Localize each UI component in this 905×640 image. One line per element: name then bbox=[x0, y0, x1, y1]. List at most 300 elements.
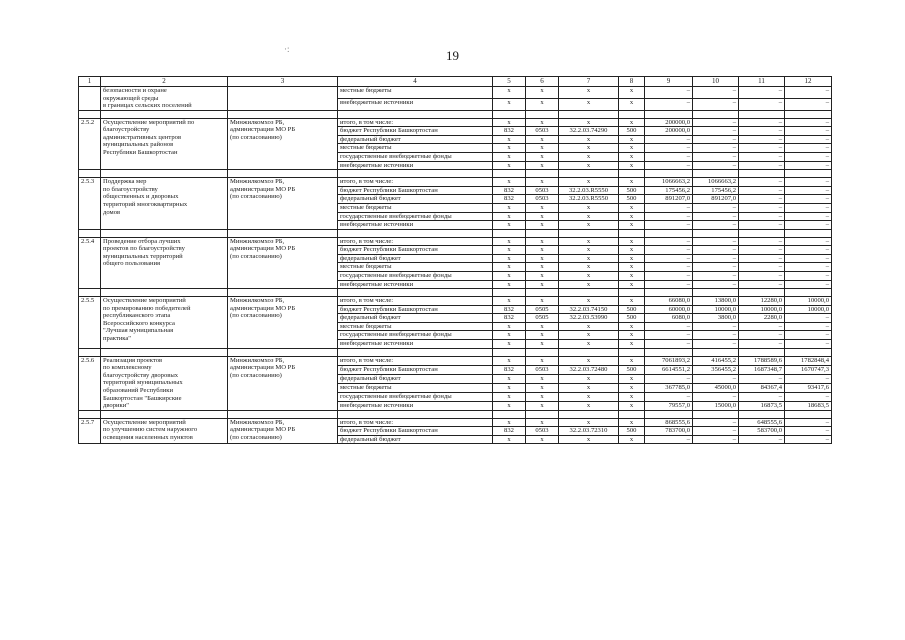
amount-cell: – bbox=[645, 221, 693, 230]
amount-cell: – bbox=[739, 135, 785, 144]
amount-cell: – bbox=[785, 374, 832, 383]
amount-cell: 93417,6 bbox=[785, 383, 832, 392]
source-cell: федеральный бюджет bbox=[338, 254, 493, 263]
amount-cell: – bbox=[645, 280, 693, 289]
cell-line: администрации МО РБ bbox=[230, 304, 296, 312]
code-cell: x bbox=[526, 401, 559, 410]
amount-cell: – bbox=[645, 254, 693, 263]
header-cell: 3 bbox=[228, 77, 338, 87]
section-number: 2.5.3 bbox=[79, 178, 101, 229]
amount-cell: – bbox=[785, 254, 832, 263]
code-cell: x bbox=[619, 297, 645, 306]
spacer-cell bbox=[526, 110, 559, 118]
amount-cell: 2280,0 bbox=[739, 314, 785, 323]
code-cell: x bbox=[493, 178, 526, 187]
amount-cell: – bbox=[693, 280, 739, 289]
spacer-cell bbox=[101, 170, 228, 178]
spacer-cell bbox=[228, 410, 338, 418]
spacer-cell bbox=[645, 348, 693, 356]
spacer-cell bbox=[493, 110, 526, 118]
amount-cell: 13800,0 bbox=[693, 297, 739, 306]
code-cell: 500 bbox=[619, 127, 645, 136]
code-cell: x bbox=[619, 280, 645, 289]
amount-cell: – bbox=[785, 418, 832, 427]
spacer-cell bbox=[493, 289, 526, 297]
amount-cell: – bbox=[645, 98, 693, 110]
source-cell: местные бюджеты bbox=[338, 383, 493, 392]
amount-cell: 416455,2 bbox=[693, 356, 739, 365]
amount-cell: – bbox=[645, 322, 693, 331]
source-cell: местные бюджеты bbox=[338, 203, 493, 212]
section-number: 2.5.2 bbox=[79, 118, 101, 169]
amount-cell: 1066663,2 bbox=[645, 178, 693, 187]
spacer-row bbox=[79, 410, 832, 418]
code-cell: 32.2.03.R5550 bbox=[559, 195, 619, 204]
spacer-cell bbox=[739, 229, 785, 237]
amount-cell: – bbox=[785, 195, 832, 204]
header-cell: 4 bbox=[338, 77, 493, 87]
source-cell: внебюджетные источники bbox=[338, 98, 493, 110]
amount-cell: 79557,0 bbox=[645, 401, 693, 410]
cell-line: в границах сельских поселений bbox=[103, 102, 192, 110]
spacer-cell bbox=[619, 410, 645, 418]
section-number: 2.5.6 bbox=[79, 356, 101, 410]
code-cell: x bbox=[493, 221, 526, 230]
code-cell: 0505 bbox=[526, 314, 559, 323]
spacer-cell bbox=[559, 289, 619, 297]
code-cell: 32.2.03.74150 bbox=[559, 305, 619, 314]
spacer-cell bbox=[785, 348, 832, 356]
code-cell: 0505 bbox=[526, 305, 559, 314]
table-row bbox=[79, 297, 832, 306]
code-cell: x bbox=[559, 297, 619, 306]
cell-line: общественных и дворовых bbox=[103, 193, 179, 201]
code-cell: 832 bbox=[493, 195, 526, 204]
code-cell: x bbox=[619, 340, 645, 349]
amount-cell: – bbox=[739, 322, 785, 331]
cell-line: безопасности и охране bbox=[103, 87, 167, 94]
source-cell: внебюджетные источники bbox=[338, 340, 493, 349]
cell-line: Республики Башкортостан bbox=[103, 149, 178, 157]
amount-cell: 891207,0 bbox=[645, 195, 693, 204]
amount-cell: 367785,0 bbox=[645, 383, 693, 392]
code-cell: x bbox=[526, 374, 559, 383]
activity-cell bbox=[101, 356, 228, 410]
amount-cell: – bbox=[739, 178, 785, 187]
spacer-cell bbox=[338, 348, 493, 356]
amount-cell: – bbox=[785, 427, 832, 436]
cell-line: (по согласованию) bbox=[230, 371, 282, 379]
source-cell: внебюджетные источники bbox=[338, 280, 493, 289]
section-number: 2.5.7 bbox=[79, 418, 101, 444]
header-cell: 2 bbox=[101, 77, 228, 87]
code-cell: x bbox=[526, 98, 559, 110]
code-cell: x bbox=[559, 418, 619, 427]
code-cell: x bbox=[493, 98, 526, 110]
amount-cell: 1782848,4 bbox=[785, 356, 832, 365]
code-cell: x bbox=[619, 263, 645, 272]
spacer-cell bbox=[338, 289, 493, 297]
amount-cell: – bbox=[785, 161, 832, 170]
code-cell: x bbox=[619, 271, 645, 280]
code-cell: x bbox=[526, 203, 559, 212]
amount-cell: – bbox=[785, 212, 832, 221]
table-row bbox=[79, 178, 832, 187]
executor-cell bbox=[228, 237, 338, 288]
amount-cell: 1066663,2 bbox=[693, 178, 739, 187]
spacer-cell bbox=[619, 110, 645, 118]
table-body bbox=[79, 77, 832, 444]
source-cell: бюджет Республики Башкортостан bbox=[338, 427, 493, 436]
cell-line: по комплексному bbox=[103, 364, 152, 372]
cell-line: республиканского этапа bbox=[103, 312, 171, 320]
code-cell: x bbox=[559, 135, 619, 144]
amount-cell: 15000,0 bbox=[693, 401, 739, 410]
code-cell: 832 bbox=[493, 365, 526, 374]
code-cell: 832 bbox=[493, 127, 526, 136]
code-cell: x bbox=[559, 98, 619, 110]
cell-line: благоустройству дворовых bbox=[103, 371, 179, 379]
spacer-cell bbox=[101, 229, 228, 237]
code-cell: 32.2.03.74290 bbox=[559, 127, 619, 136]
cell-line: окружающей среды bbox=[103, 94, 159, 102]
spacer-cell bbox=[559, 410, 619, 418]
code-cell: x bbox=[619, 237, 645, 246]
code-cell: x bbox=[526, 271, 559, 280]
amount-cell: – bbox=[645, 144, 693, 153]
amount-cell: – bbox=[645, 161, 693, 170]
source-cell: бюджет Республики Башкортостан bbox=[338, 246, 493, 255]
code-cell: x bbox=[493, 153, 526, 162]
amount-cell: – bbox=[739, 127, 785, 136]
amount-cell: – bbox=[693, 118, 739, 127]
header-row bbox=[79, 77, 832, 87]
amount-cell: – bbox=[693, 418, 739, 427]
activity-cell bbox=[101, 87, 228, 111]
table-row bbox=[79, 118, 832, 127]
amount-cell: – bbox=[645, 340, 693, 349]
spacer-cell bbox=[79, 170, 101, 178]
header-cell: 7 bbox=[559, 77, 619, 87]
amount-cell: – bbox=[785, 314, 832, 323]
amount-cell: 10000,0 bbox=[693, 305, 739, 314]
amount-cell: – bbox=[693, 246, 739, 255]
source-cell: государственные внебюджетные фонды bbox=[338, 331, 493, 340]
spacer-cell bbox=[101, 289, 228, 297]
cell-line: администрации МО РБ bbox=[230, 126, 296, 134]
code-cell: x bbox=[526, 322, 559, 331]
code-cell: x bbox=[559, 280, 619, 289]
source-cell: бюджет Республики Башкортостан bbox=[338, 305, 493, 314]
source-cell: итого, в том числе: bbox=[338, 418, 493, 427]
cell-line: Минжилкомхоз РБ, bbox=[230, 297, 285, 305]
spacer-cell bbox=[559, 170, 619, 178]
amount-cell: – bbox=[645, 153, 693, 162]
source-cell: бюджет Республики Башкортостан bbox=[338, 186, 493, 195]
code-cell: x bbox=[493, 237, 526, 246]
amount-cell: 175456,2 bbox=[693, 186, 739, 195]
header-cell: 9 bbox=[645, 77, 693, 87]
code-cell: x bbox=[559, 331, 619, 340]
spacer-cell bbox=[526, 229, 559, 237]
amount-cell: 66080,0 bbox=[645, 297, 693, 306]
amount-cell: – bbox=[785, 237, 832, 246]
table-row bbox=[79, 356, 832, 365]
table-row bbox=[79, 237, 832, 246]
code-cell: x bbox=[619, 331, 645, 340]
spacer-cell bbox=[526, 348, 559, 356]
code-cell: 32.2.03.72480 bbox=[559, 365, 619, 374]
amount-cell: – bbox=[785, 340, 832, 349]
amount-cell: – bbox=[739, 186, 785, 195]
header-cell: 1 bbox=[79, 77, 101, 87]
code-cell: x bbox=[619, 254, 645, 263]
cell-line: по улучшению систем наружного bbox=[103, 426, 198, 434]
spacer-cell bbox=[645, 289, 693, 297]
cell-line: администрации МО РБ bbox=[230, 426, 296, 434]
code-cell: x bbox=[619, 392, 645, 401]
code-cell: x bbox=[559, 153, 619, 162]
page-number: 19 bbox=[446, 48, 459, 63]
source-cell: итого, в том числе: bbox=[338, 178, 493, 187]
spacer-row bbox=[79, 348, 832, 356]
code-cell: x bbox=[526, 263, 559, 272]
spacer-cell bbox=[228, 289, 338, 297]
code-cell: x bbox=[619, 118, 645, 127]
code-cell: 0503 bbox=[526, 195, 559, 204]
amount-cell: – bbox=[739, 435, 785, 444]
spacer-cell bbox=[338, 229, 493, 237]
code-cell: x bbox=[559, 356, 619, 365]
budget-table bbox=[78, 76, 832, 444]
amount-cell: – bbox=[645, 392, 693, 401]
cell-line: Поддержка мер bbox=[103, 178, 147, 186]
code-cell: x bbox=[493, 144, 526, 153]
code-cell: 500 bbox=[619, 195, 645, 204]
amount-cell: – bbox=[785, 127, 832, 136]
code-cell: x bbox=[493, 401, 526, 410]
code-cell: 32.2.03.53990 bbox=[559, 314, 619, 323]
amount-cell: 18683,5 bbox=[785, 401, 832, 410]
code-cell: 832 bbox=[493, 186, 526, 195]
code-cell: 832 bbox=[493, 305, 526, 314]
num-cell bbox=[79, 87, 101, 111]
code-cell: x bbox=[526, 161, 559, 170]
amount-cell: – bbox=[645, 331, 693, 340]
code-cell: x bbox=[526, 280, 559, 289]
cell-line: Минжилкомхоз РБ, bbox=[230, 356, 285, 364]
cell-line: образований Республики bbox=[103, 386, 174, 394]
spacer-cell bbox=[739, 170, 785, 178]
code-cell: x bbox=[559, 118, 619, 127]
amount-cell: – bbox=[693, 374, 739, 383]
code-cell: x bbox=[619, 383, 645, 392]
code-cell: x bbox=[559, 435, 619, 444]
code-cell: 500 bbox=[619, 427, 645, 436]
amount-cell: – bbox=[785, 178, 832, 187]
spacer-cell bbox=[526, 289, 559, 297]
source-cell: внебюджетные источники bbox=[338, 221, 493, 230]
amount-cell: – bbox=[645, 263, 693, 272]
code-cell: x bbox=[559, 263, 619, 272]
code-cell: x bbox=[493, 383, 526, 392]
code-cell: x bbox=[619, 435, 645, 444]
amount-cell: – bbox=[693, 322, 739, 331]
spacer-row bbox=[79, 229, 832, 237]
spacer-cell bbox=[619, 170, 645, 178]
code-cell: x bbox=[493, 374, 526, 383]
code-cell: x bbox=[526, 418, 559, 427]
source-cell: местные бюджеты bbox=[338, 87, 493, 99]
amount-cell: – bbox=[785, 153, 832, 162]
spacer-cell bbox=[645, 110, 693, 118]
section-number: 2.5.4 bbox=[79, 237, 101, 288]
amount-cell: 583700,0 bbox=[739, 427, 785, 436]
code-cell: x bbox=[559, 374, 619, 383]
cell-line: общего пользования bbox=[103, 260, 161, 268]
code-cell: x bbox=[559, 340, 619, 349]
cell-line: по благоустройству bbox=[103, 185, 158, 193]
amount-cell: – bbox=[739, 340, 785, 349]
source-cell: государственные внебюджетные фонды bbox=[338, 392, 493, 401]
cell-line: Всероссийского конкурса bbox=[103, 319, 175, 327]
code-cell: x bbox=[526, 435, 559, 444]
amount-cell: – bbox=[693, 263, 739, 272]
activity-cell bbox=[101, 178, 228, 229]
amount-cell: – bbox=[739, 331, 785, 340]
amount-cell: – bbox=[785, 271, 832, 280]
executor-cell bbox=[228, 418, 338, 444]
cell-line: муниципальных территорий bbox=[103, 252, 183, 260]
code-cell: x bbox=[619, 203, 645, 212]
spacer-cell bbox=[693, 289, 739, 297]
spacer-cell bbox=[619, 348, 645, 356]
code-cell: x bbox=[526, 383, 559, 392]
spacer-cell bbox=[79, 110, 101, 118]
cell-line: Осуществление мероприятий bbox=[103, 418, 186, 426]
code-cell: x bbox=[559, 144, 619, 153]
cell-line: Минжилкомхоз РБ, bbox=[230, 237, 285, 245]
amount-cell: – bbox=[739, 271, 785, 280]
cell-line: благоустройству bbox=[103, 126, 150, 134]
amount-cell: – bbox=[785, 246, 832, 255]
code-cell: x bbox=[526, 392, 559, 401]
amount-cell: 7061893,2 bbox=[645, 356, 693, 365]
code-cell: x bbox=[493, 271, 526, 280]
amount-cell: – bbox=[739, 203, 785, 212]
amount-cell: – bbox=[645, 435, 693, 444]
spacer-cell bbox=[559, 229, 619, 237]
spacer-cell bbox=[739, 289, 785, 297]
source-cell: итого, в том числе: bbox=[338, 356, 493, 365]
spacer-cell bbox=[619, 229, 645, 237]
spacer-cell bbox=[338, 170, 493, 178]
amount-cell: 891207,0 bbox=[693, 195, 739, 204]
amount-cell: – bbox=[693, 135, 739, 144]
code-cell: x bbox=[526, 221, 559, 230]
source-cell: местные бюджеты bbox=[338, 322, 493, 331]
code-cell: x bbox=[493, 87, 526, 99]
source-cell: местные бюджеты bbox=[338, 263, 493, 272]
code-cell: x bbox=[493, 418, 526, 427]
spacer-cell bbox=[493, 348, 526, 356]
code-cell: 32.2.03.R5550 bbox=[559, 186, 619, 195]
code-cell: x bbox=[493, 297, 526, 306]
spacer-cell bbox=[739, 348, 785, 356]
amount-cell: – bbox=[785, 135, 832, 144]
amount-cell: – bbox=[693, 212, 739, 221]
spacer-cell bbox=[785, 289, 832, 297]
amount-cell: – bbox=[785, 263, 832, 272]
spacer-cell bbox=[101, 348, 228, 356]
source-cell: государственные внебюджетные фонды bbox=[338, 153, 493, 162]
source-cell: бюджет Республики Башкортостан bbox=[338, 365, 493, 374]
source-cell: государственные внебюджетные фонды bbox=[338, 212, 493, 221]
amount-cell: – bbox=[785, 203, 832, 212]
cell-line: Башкортостан "Башкирские bbox=[103, 394, 182, 402]
activity-cell bbox=[101, 237, 228, 288]
code-cell: 32.2.03.72310 bbox=[559, 427, 619, 436]
source-cell: федеральный бюджет bbox=[338, 435, 493, 444]
amount-cell: 783700,0 bbox=[645, 427, 693, 436]
spacer-cell bbox=[79, 229, 101, 237]
code-cell: 0503 bbox=[526, 127, 559, 136]
header-cell: 6 bbox=[526, 77, 559, 87]
spacer-cell bbox=[693, 229, 739, 237]
cell-line: "Лучшая муниципальная bbox=[103, 327, 174, 335]
amount-cell: – bbox=[739, 246, 785, 255]
code-cell: x bbox=[559, 161, 619, 170]
amount-cell: – bbox=[739, 237, 785, 246]
spacer-cell bbox=[739, 110, 785, 118]
code-cell: x bbox=[559, 221, 619, 230]
spacer-cell bbox=[79, 410, 101, 418]
code-cell: x bbox=[559, 322, 619, 331]
code-cell: x bbox=[493, 322, 526, 331]
cell-line: (по согласованию) bbox=[230, 433, 282, 441]
code-cell: x bbox=[619, 144, 645, 153]
amount-cell: – bbox=[693, 427, 739, 436]
scan-specks: ·: bbox=[284, 44, 290, 54]
executor-cell bbox=[228, 87, 338, 111]
amount-cell: – bbox=[739, 195, 785, 204]
code-cell: x bbox=[559, 254, 619, 263]
amount-cell: 1687348,7 bbox=[739, 365, 785, 374]
code-cell: 0503 bbox=[526, 427, 559, 436]
spacer-cell bbox=[619, 289, 645, 297]
code-cell: x bbox=[526, 118, 559, 127]
source-cell: федеральный бюджет bbox=[338, 374, 493, 383]
source-cell: федеральный бюджет bbox=[338, 135, 493, 144]
spacer-cell bbox=[559, 110, 619, 118]
spacer-cell bbox=[559, 348, 619, 356]
code-cell: x bbox=[493, 340, 526, 349]
source-cell: итого, в том числе: bbox=[338, 237, 493, 246]
amount-cell: – bbox=[693, 87, 739, 99]
amount-cell: 45000,0 bbox=[693, 383, 739, 392]
code-cell: x bbox=[526, 212, 559, 221]
amount-cell: 6614551,2 bbox=[645, 365, 693, 374]
code-cell: x bbox=[559, 392, 619, 401]
spacer-cell bbox=[338, 110, 493, 118]
code-cell: x bbox=[493, 356, 526, 365]
amount-cell: 84367,4 bbox=[739, 383, 785, 392]
spacer-cell bbox=[645, 170, 693, 178]
code-cell: 832 bbox=[493, 314, 526, 323]
header-cell: 5 bbox=[493, 77, 526, 87]
amount-cell: 3800,0 bbox=[693, 314, 739, 323]
spacer-cell bbox=[693, 110, 739, 118]
